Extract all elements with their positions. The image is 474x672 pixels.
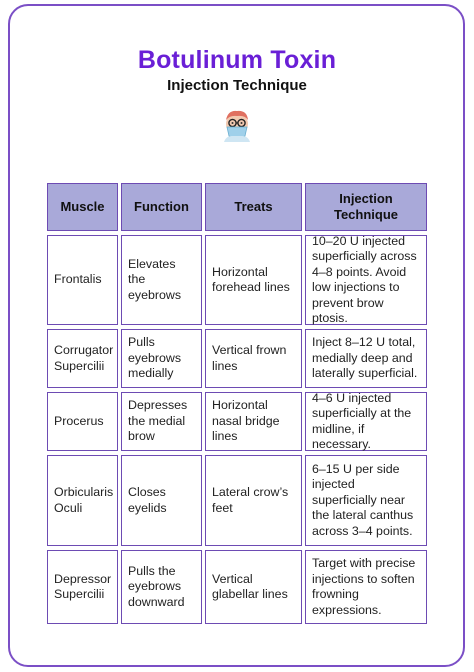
page-subtitle: Injection Technique [167, 77, 307, 94]
table-cell-technique: 4–6 U injected superficially at the midline, if necessary. [305, 392, 427, 451]
doctor-avatar-icon [220, 108, 254, 142]
table-cell-treats: Lateral crow’s feet [205, 455, 302, 546]
table-cell-technique: Target with precise injections to soften frowning expressions. [305, 550, 427, 624]
table-cell-muscle: Depressor Supercilii [47, 550, 118, 624]
table-cell-technique: 6–15 U per side injected superficially near the lateral canthus across 3–4 points. [305, 455, 427, 546]
table-cell-muscle: Procerus [47, 392, 118, 451]
table-cell-function: Pulls the eyebrows downward [121, 550, 202, 624]
table-cell-muscle: Corrugator Supercilii [47, 329, 118, 388]
table-cell-technique: Inject 8–12 U total, medially deep and laterally superficial. [305, 329, 427, 388]
table-cell-technique: 10–20 U injected superficially across 4–8 points. Avoid low injections to prevent brow ptosis. [305, 235, 427, 325]
table-cell-function: Pulls eyebrows medially [121, 329, 202, 388]
table-cell-treats: Vertical frown lines [205, 329, 302, 388]
table-cell-treats: Vertical glabellar lines [205, 550, 302, 624]
table-cell-function: Closes eyelids [121, 455, 202, 546]
column-header-treats: Treats [205, 183, 302, 231]
page-title: Botulinum Toxin [137, 46, 337, 74]
column-header-muscle: Muscle [47, 183, 118, 231]
table-cell-function: Elevates the eyebrows [121, 235, 202, 325]
table-cell-function: Depresses the medial brow [121, 392, 202, 451]
table-cell-treats: Horizontal forehead lines [205, 235, 302, 325]
table-cell-muscle: Orbicularis Oculi [47, 455, 118, 546]
column-header-function: Function [121, 183, 202, 231]
table-cell-treats: Horizontal nasal bridge lines [205, 392, 302, 451]
table-cell-muscle: Frontalis [47, 235, 118, 325]
column-header-injection-technique: Injection Technique [305, 183, 427, 231]
